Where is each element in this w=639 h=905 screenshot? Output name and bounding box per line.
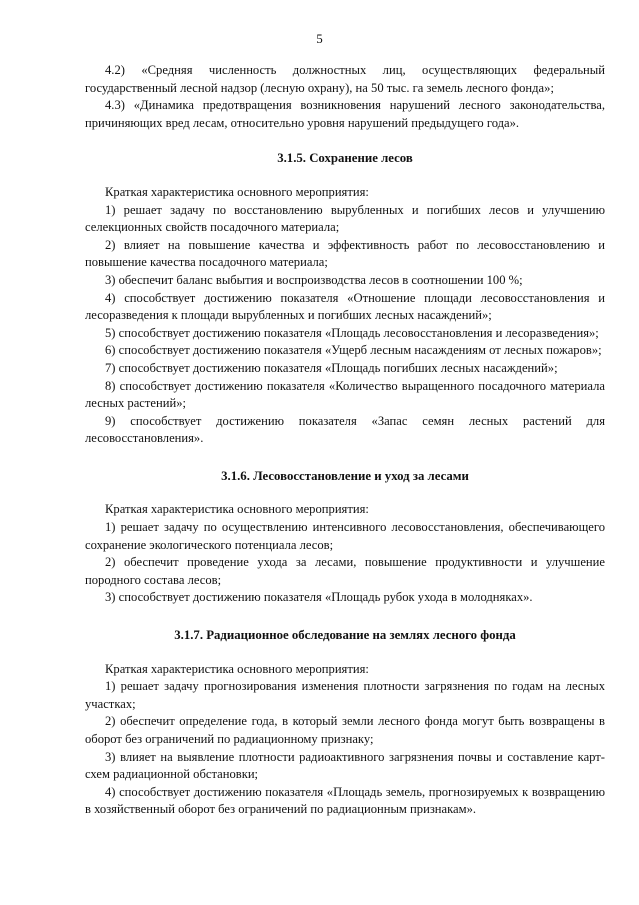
list-item: 1) решает задачу по восстановлению вырубленных и погибших лесов и улучшению селекционных свойств посадочного материала; (85, 202, 605, 235)
paragraph: Краткая характеристика основного мероприятия: (105, 661, 369, 676)
list-item: 9) способствует достижению показателя «Запас семян лесных растений для лесовосстановления». (85, 413, 605, 446)
list-item: 3) влияет на выявление плотности радиоактивного загрязнения почвы и составление карт-схем радиационной обстановки; (85, 749, 605, 782)
section-3-1-5 (85, 150, 605, 448)
list-item: 2) влияет на повышение качества и эффективность работ по лесовосстановлению и повышение качества посадочного материала; (85, 237, 605, 270)
list-item: 3) обеспечит баланс выбытия и воспроизводства лесов в соотношении 100 %; (105, 272, 523, 287)
section-heading: 3.1.5. Сохранение лесов (277, 151, 413, 166)
list-item: 5) способствует достижению показателя «Площадь лесовосстановления и лесоразведения»; (105, 325, 599, 340)
list-item: 8) способствует достижению показателя «Количество выращенного посадочного материала лесных растений»; (85, 378, 605, 411)
list-item: 3) способствует достижению показателя «Площадь рубок ухода в молодняках». (105, 590, 533, 605)
paragraph-4-2: 4.2) «Средняя численность должностных лиц, осуществляющих федеральный государственный лесной надзор (лесную охрану), на 50 тыс. га земель лесного фонда»; (85, 63, 605, 95)
list-item: 4) способствует достижению показателя «Отношение площади лесовосстановления и лесоразведения к площади вырубленных и погибших лесных насаждений»; (85, 290, 605, 323)
list-item: 4) способствует достижению показателя «Площадь земель, прогнозируемых к возвращению в хозяйственный оборот без ограничений по радиационным признакам». (85, 784, 605, 817)
section-3-1-7 (85, 627, 605, 819)
list-item: 2) обеспечит определение года, в который земли лесного фонда могут быть возвращены в оборот без ограничений по радиационному признаку; (85, 714, 605, 746)
section-3-1-6 (85, 468, 605, 607)
paragraph-4-3: 4.3) «Динамика предотвращения возникновения нарушений лесного законодательства, причиняющих вред лесам, относительно уровня нарушений предыдущего года». (85, 98, 605, 130)
list-item: 6) способствует достижению показателя «Ущерб лесным насаждениям от лесных пожаров»; (105, 343, 602, 358)
paragraph: Краткая характеристика основного мероприятия: (105, 184, 369, 199)
section-heading: 3.1.7. Радиационное обследование на землях лесного фонда (174, 628, 516, 643)
page-number: 5 (316, 31, 323, 46)
paragraph: Краткая характеристика основного мероприятия: (105, 502, 369, 517)
list-item: 1) решает задачу по осуществлению интенсивного лесовосстановления, обеспечивающего сохранение экологического потенциала лесов; (85, 520, 605, 552)
section-heading: 3.1.6. Лесовосстановление и уход за лесами (221, 468, 469, 483)
document-body (85, 62, 605, 819)
list-item: 1) решает задачу прогнозирования изменения плотности загрязнения по годам на лесных участках; (85, 679, 605, 711)
list-item: 7) способствует достижению показателя «Площадь погибших лесных насаждений»; (105, 360, 558, 375)
list-item: 2) обеспечит проведение ухода за лесами, повышение продуктивности и улучшение породного состава лесов; (85, 555, 605, 587)
